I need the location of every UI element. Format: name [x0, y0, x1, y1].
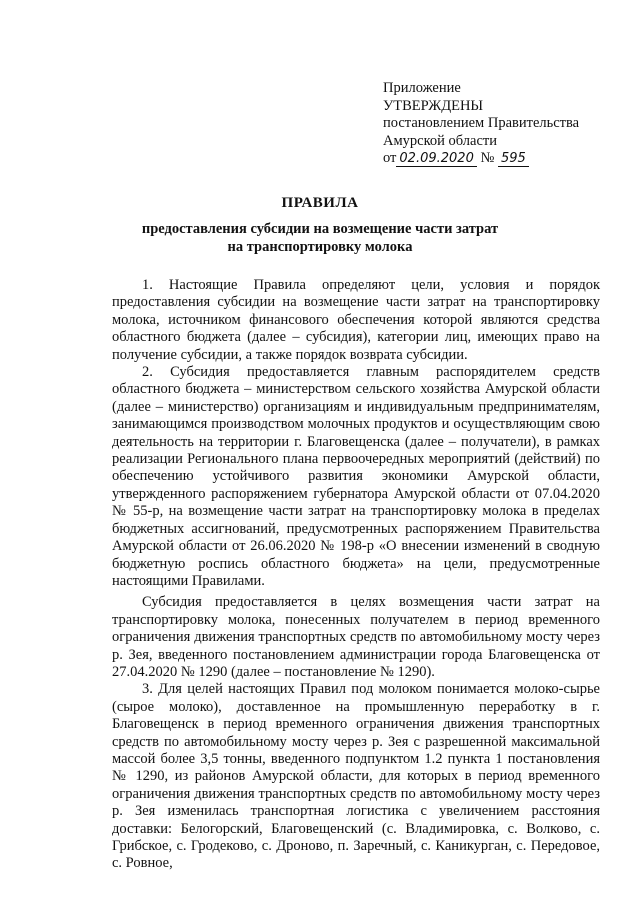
subtitle-line-2: на транспортировку молока	[227, 239, 413, 255]
approval-region-label: Амурской области	[383, 132, 497, 149]
approval-date-line	[383, 150, 579, 168]
date-prefix: от	[383, 150, 397, 166]
approval-appendix-label: Приложение	[383, 80, 461, 96]
approval-approved-label: УТВЕРЖДЕНЫ	[383, 97, 484, 114]
handwritten-date: 02.09.2020	[396, 152, 476, 167]
document-subtitle	[0, 220, 640, 256]
approval-resolution-label: постановлением Правительства	[383, 115, 580, 131]
paragraph-2: 2. Субсидия предоставляется главным распорядителем средств областного бюджета – министерством сельского хозяйства Амурской области (далее – министерство) организациям и индивидуальным предпринимателям, занимающимся производством молочных продуктов и осуществляющим свою деятельность на территории г. Благовещенска (далее – получатели), в рамках реализации Регионального плана первоочередных мероприятий (действий) по обеспечению устойчивого развития экономики Амурской области, утвержденного распоряжением губернатора Амурской области от 07.04.2020 № 55-р, на возмещение части затрат на транспортировку молока в пределах бюджетных ассигнований, предусмотренных распоряжением Правительства Амурской области от 26.06.2020 № 198-р «О внесении изменений в сводную бюджетную роспись областного бюджета» на цели, предусмотренные настоящими Правилами.	[112, 364, 600, 589]
subtitle-line-1: предоставления субсидии на возмещение части затрат	[141, 221, 499, 237]
paragraph-1: 1. Настоящие Правила определяют цели, условия и порядок предоставления субсидии на возмещение части затрат на транспортировку молока, источником финансового обеспечения которой являются средства областного бюджета (далее – субсидия), категории лиц, имеющих право на получение субсидии, а также порядок возврата субсидии.	[112, 277, 600, 363]
paragraph-4: 3. Для целей настоящих Правил под молоком понимается молоко-сырье (сырое молоко), доставленное на промышленную переработку в г. Благовещенск в период временного ограничения движения транспортных средств по автомобильному мосту через р. Зея с разрешенной максимальной массой более 3,5 тонны, введенного подпунктом 1.2 пункта 1 постановления № 1290, из районов Амурской области, для которых в период временного ограничения движения транспортных средств по автомобильному мосту через р. Зея изменилась транспортная логистика с увеличением расстояния доставки: Белогорский, Благовещенский (с. Владимировка, с. Волково, с. Грибское, с. Гродеково, с. Дроново, п. Заречный, с. Каникурган, с. Передовое, с. Ровное,	[112, 681, 600, 872]
handwritten-number: 595	[498, 152, 529, 167]
document-title-block	[0, 195, 640, 256]
number-prefix: №	[480, 150, 495, 166]
document-body	[112, 277, 600, 873]
paragraph-3: Субсидия предоставляется в целях возмещения части затрат на транспортировку молока, понесенных получателем в период временного ограничения движения транспортных средств по автомобильному мосту через р. Зея, введенного постановлением администрации города Благовещенска от 27.04.2020 № 1290 (далее – постановление № 1290).	[112, 594, 600, 680]
document-title: ПРАВИЛА	[281, 195, 359, 211]
approval-block	[383, 80, 579, 168]
